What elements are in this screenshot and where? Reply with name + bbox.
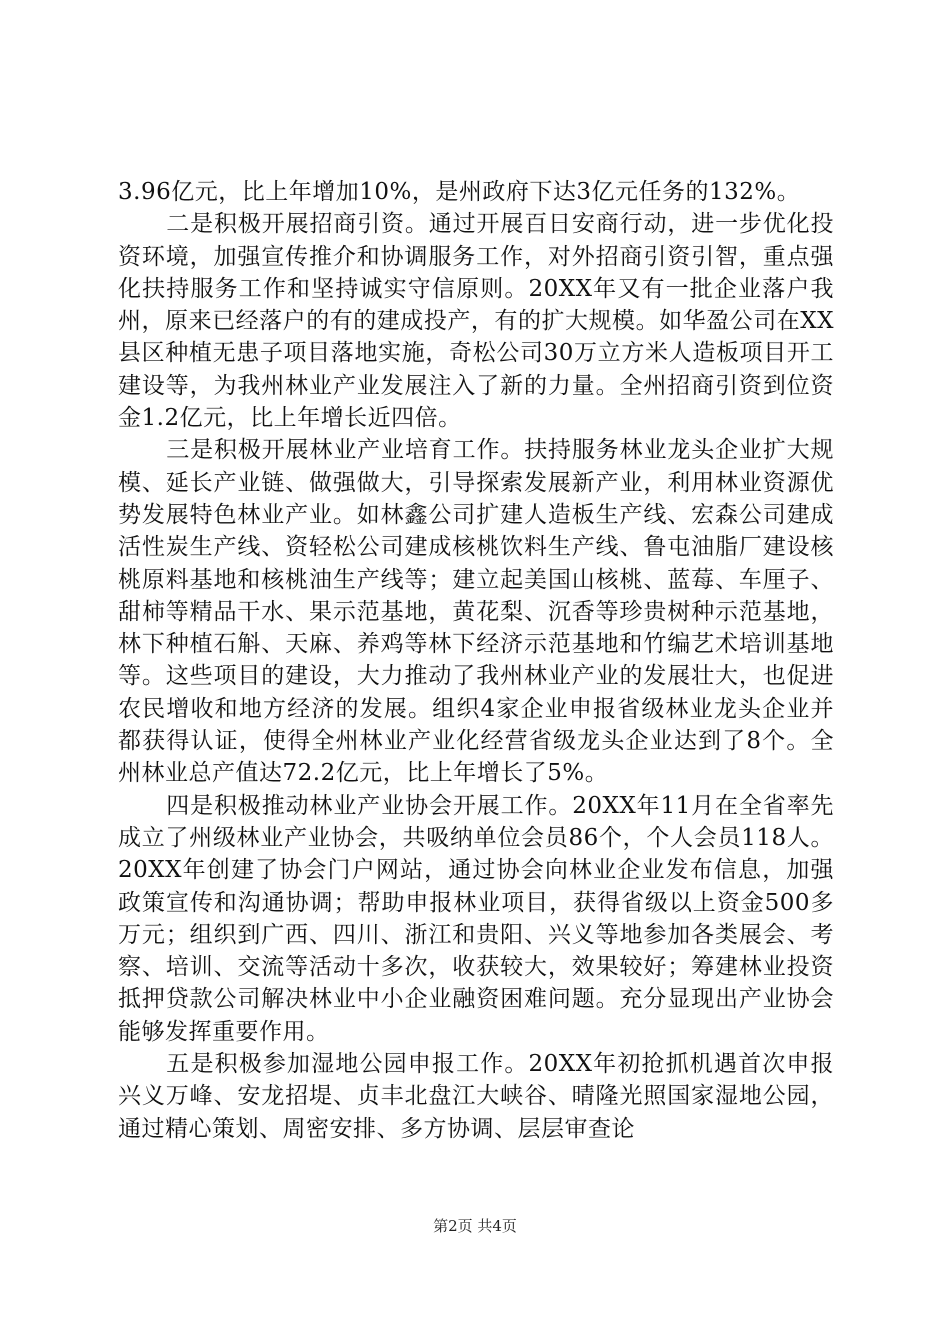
document-body (118, 176, 834, 1145)
paragraph-investment-attraction: 二是积极开展招商引资。通过开展百日安商行动，进一步优化投资环境，加强宣传推介和协调服务工作，对外招商引资引智，重点强化扶持服务工作和坚持诚实守信原则。20XX年又有一批企业落户我州，原来已经落户的有的建成投产，有的扩大规模。如华盈公司在XX县区种植无患子项目落地实施，奇松公司30万立方米人造板项目开工建设等，为我州林业产业发展注入了新的力量。全州招商引资到位资金1.2亿元，比上年增长近四倍。 (118, 211, 834, 432)
paragraph-wetland-park: 五是积极参加湿地公园申报工作。20XX年初抢抓机遇首次申报兴义万峰、安龙招堤、贞丰北盘江大峡谷、晴隆光照国家湿地公园，通过精心策划、周密安排、多方协调、层层审查论 (118, 1051, 834, 1142)
paragraph-industry-association: 四是积极推动林业产业协会开展工作。20XX年11月在全省率先成立了州级林业产业协会，共吸纳单位会员86个，个人会员118人。20XX年创建了协会门户网站，通过协会向林业企业发布信息，加强政策宣传和沟通协调；帮助申报林业项目，获得省级以上资金500多万元；组织到广西、四川、浙江和贵阳、兴义等地参加各类展会、考察、培训、交流等活动十多次，收获较大，效果较好；筹建林业投资抵押贷款公司解决林业中小企业融资困难问题。充分显现出产业协会能够发挥重要作用。 (118, 792, 834, 1045)
page-number-footer: 第2页 共4页 (433, 1217, 517, 1235)
paragraph-industry-cultivation: 三是积极开展林业产业培育工作。扶持服务林业龙头企业扩大规模、延长产业链、做强做大，引导探索发展新产业，利用林业资源优势发展特色林业产业。如林鑫公司扩建人造板生产线、宏森公司建成活性炭生产线、资轻松公司建成核桃饮料生产线、鲁屯油脂厂建设核桃原料基地和核桃油生产线等；建立起美国山核桃、蓝莓、车厘子、甜柿等精品干水、果示范基地，黄花梨、沉香等珍贵树种示范基地，林下种植石斛、天麻、养鸡等林下经济示范基地和竹编艺术培训基地等。这些项目的建设，大力推动了我州林业产业的发展壮大，也促进农民增收和地方经济的发展。组织4家企业申报省级林业龙头企业并都获得认证，使得全州林业产业化经营省级龙头企业达到了8个。全州林业总产值达72.2亿元，比上年增长了5%。 (118, 437, 834, 787)
paragraph-continuation: 3.96亿元，比上年增加10%，是州政府下达3亿元任务的132%。 (118, 179, 801, 205)
